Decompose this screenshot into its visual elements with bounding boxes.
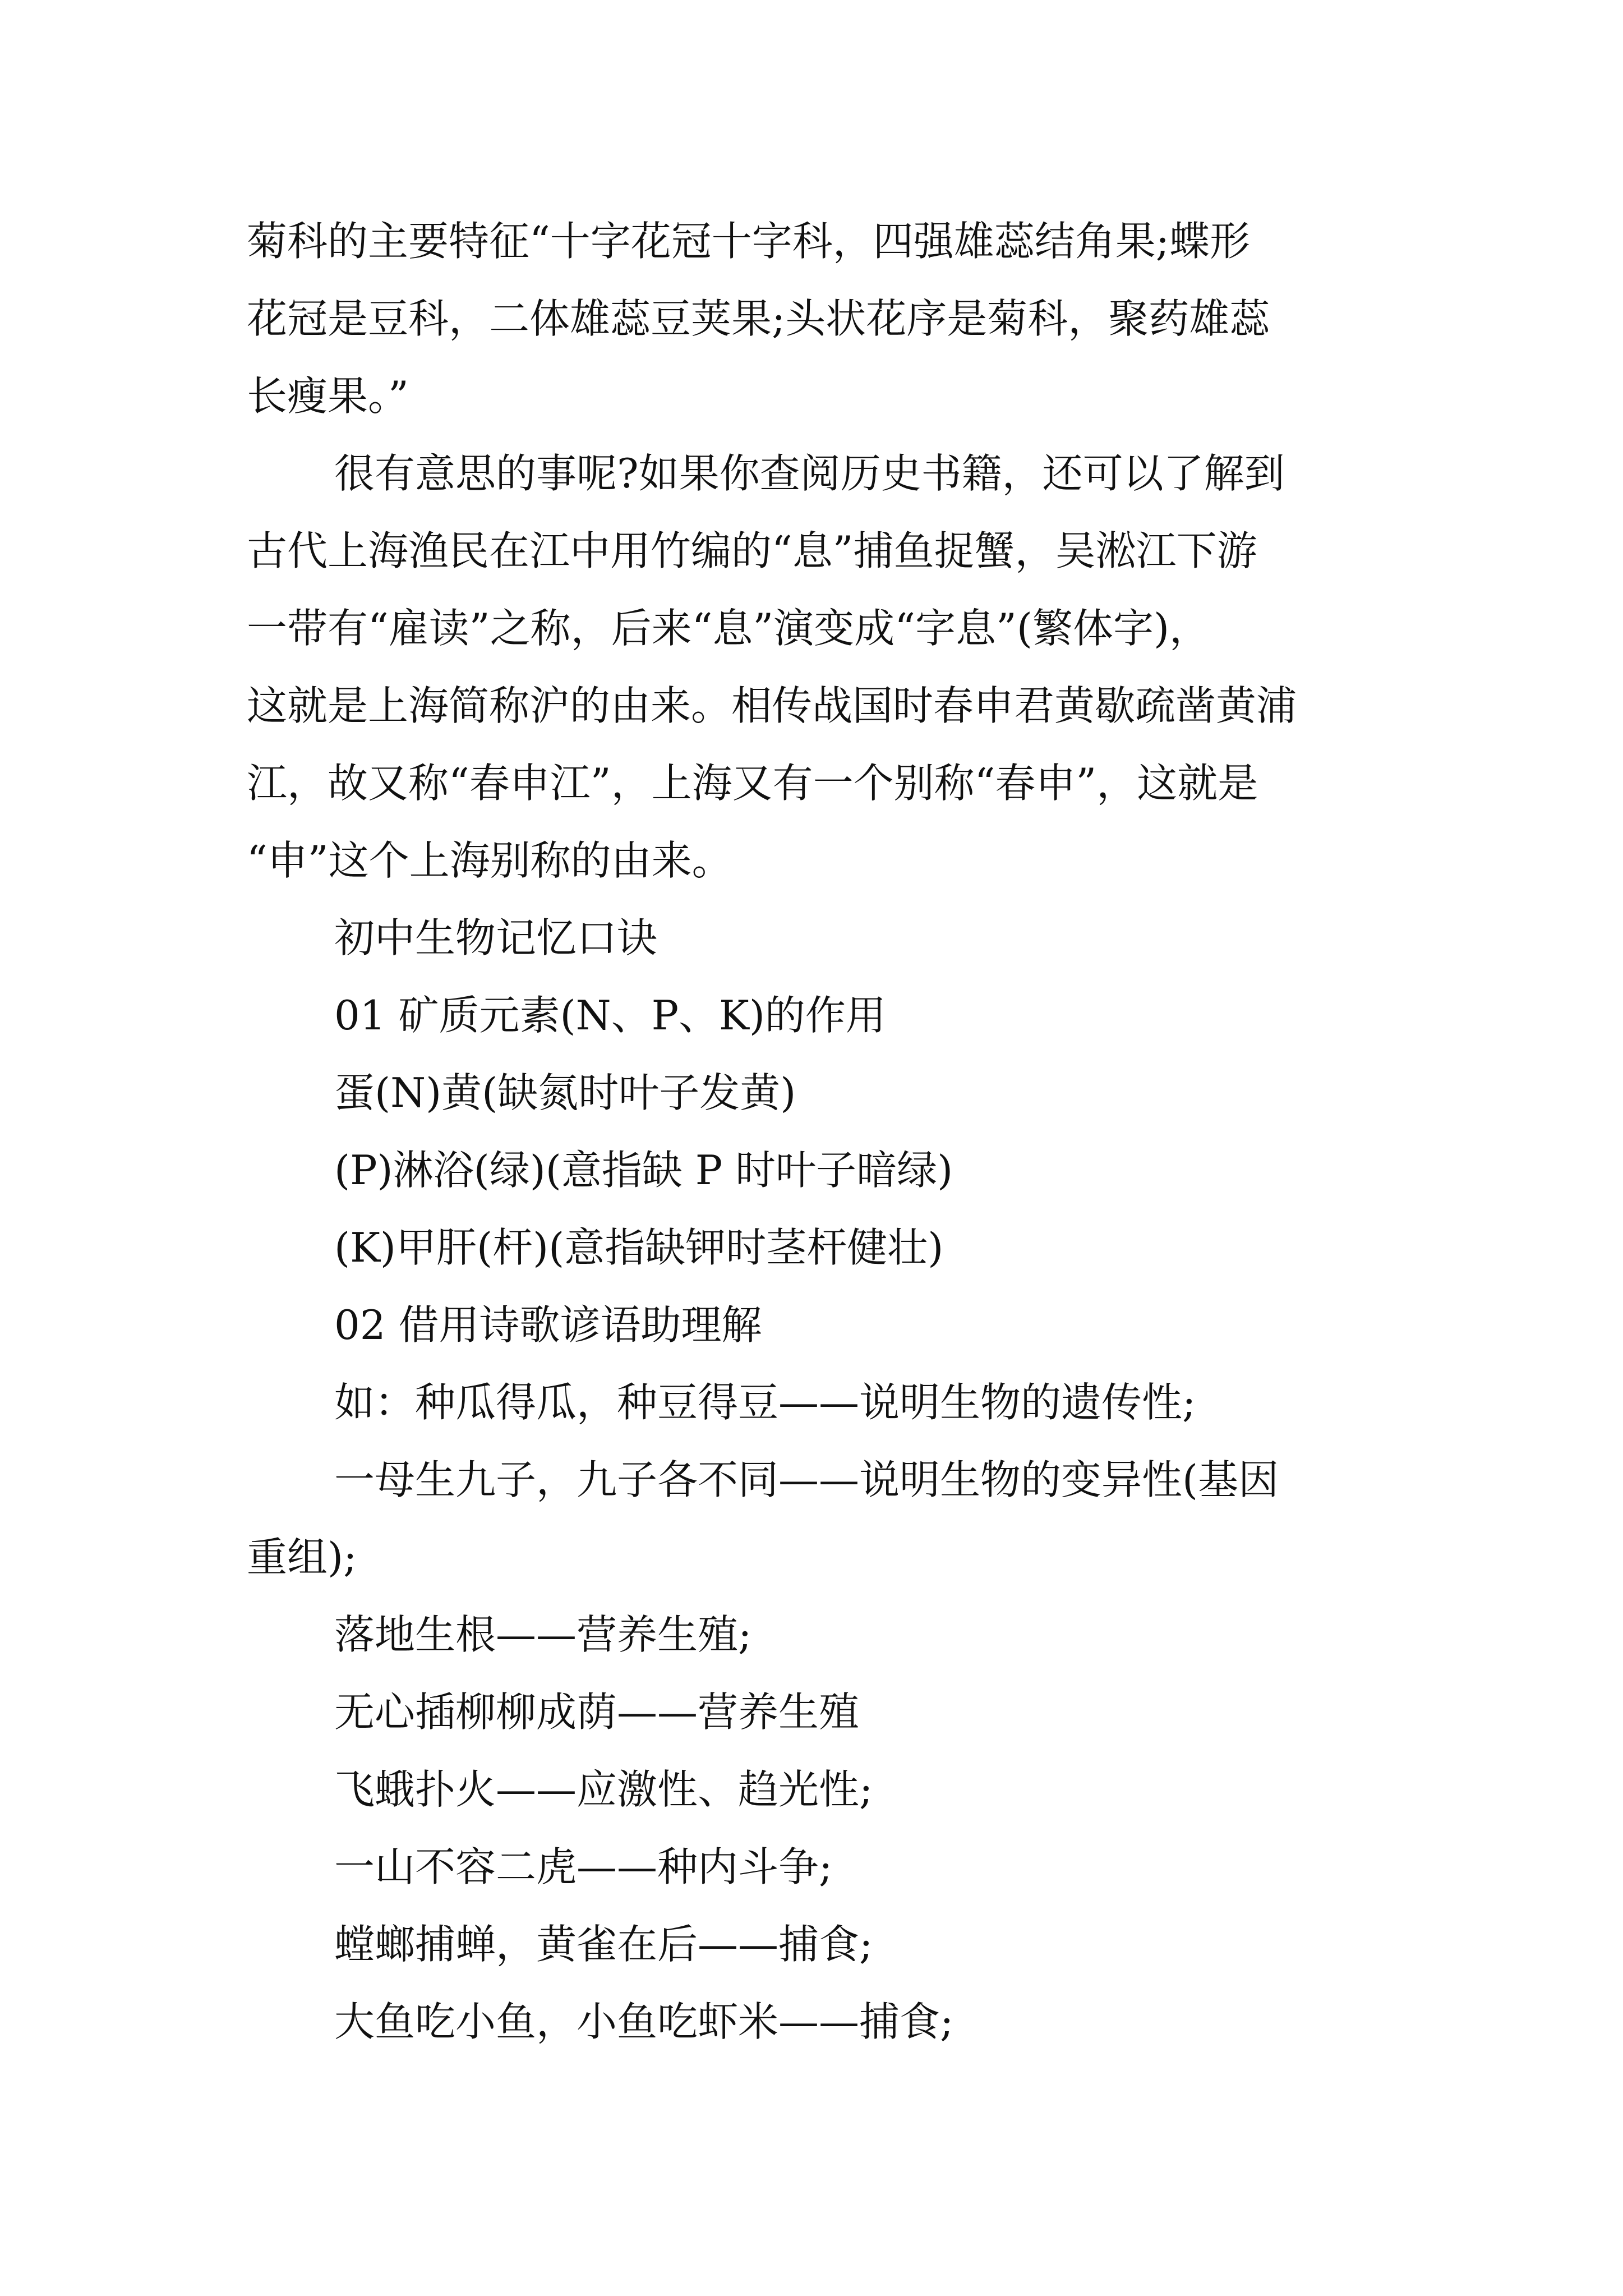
text-line: 一带有“雇读”之称，后来“息”演变成“字息”(繁体字)， xyxy=(247,605,1210,652)
text-line: 如：种瓜得瓜，种豆得豆——说明生物的遗传性; xyxy=(334,1379,1196,1426)
text-line: (P)淋浴(绿)(意指缺 P 时叶子暗绿) xyxy=(334,1147,953,1194)
text-line: 这就是上海简称沪的由来。相传战国时春申君黄歇疏凿黄浦 xyxy=(247,682,1297,729)
text-line: 重组); xyxy=(247,1534,357,1581)
text-line: 古代上海渔民在江中用竹编的“息”捕鱼捉蟹，吴淞江下游 xyxy=(247,527,1257,574)
text-line: 菊科的主要特征“十字花冠十字科，四强雄蕊结角果;蝶形 xyxy=(247,218,1251,265)
text-line: “申”这个上海别称的由来。 xyxy=(247,837,732,884)
subsection-title: 01 矿质元素(N、P、K)的作用 xyxy=(334,992,886,1039)
text-line: 落地生根——营养生殖; xyxy=(334,1611,752,1658)
text-line: 长瘦果。” xyxy=(247,372,409,420)
text-line: 大鱼吃小鱼，小鱼吃虾米——捕食; xyxy=(334,1998,954,2045)
text-line: 飞蛾扑火——应激性、趋光性; xyxy=(334,1766,873,1813)
section-title: 初中生物记忆口诀 xyxy=(334,914,658,961)
text-line: (K)甲肝(杆)(意指缺钾时茎杆健壮) xyxy=(334,1224,944,1271)
text-line: 蛋(N)黄(缺氮时叶子发黄) xyxy=(334,1069,796,1116)
text-line: 一山不容二虎——种内斗争; xyxy=(334,1843,833,1890)
text-line: 无心插柳柳成荫——营养生殖 xyxy=(334,1688,860,1736)
text-line: 江，故又称“春申江”，上海又有一个别称“春申”，这就是 xyxy=(247,760,1258,807)
text-line: 螳螂捕蝉，黄雀在后——捕食; xyxy=(334,1921,873,1968)
text-line: 花冠是豆科，二体雄蕊豆荚果;头状花序是菊科，聚药雄蕊 xyxy=(247,295,1270,342)
text-line: 一母生九子，九子各不同——说明生物的变异性(基因 xyxy=(334,1456,1279,1503)
text-line: 很有意思的事呢?如果你查阅历史书籍，还可以了解到 xyxy=(334,450,1285,497)
subsection-title: 02 借用诗歌谚语助理解 xyxy=(334,1301,762,1349)
